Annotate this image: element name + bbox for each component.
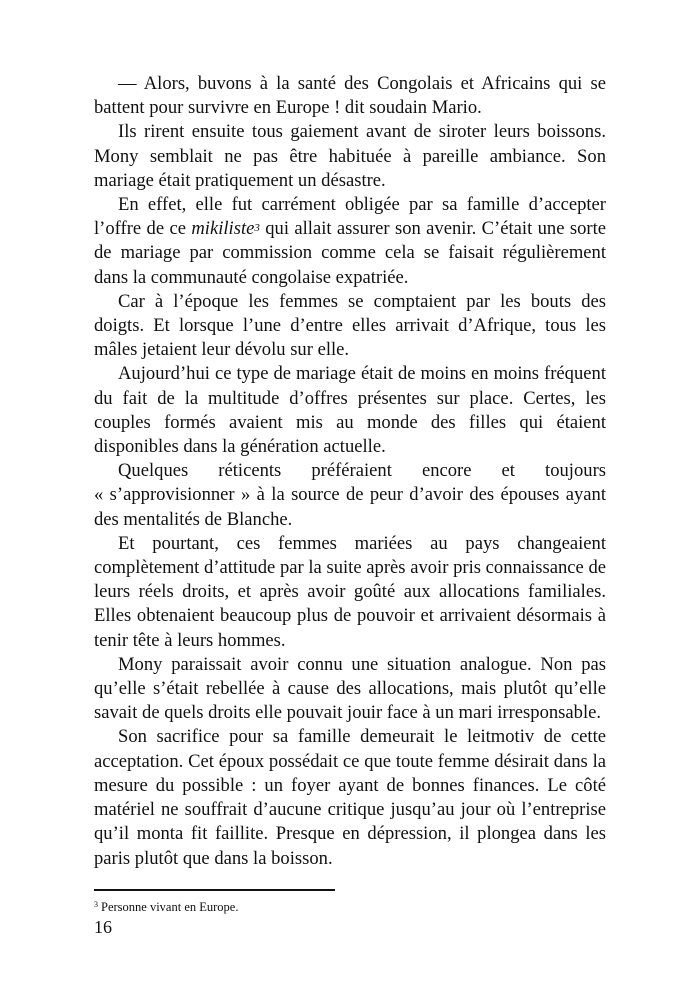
- footnote-mark: 3: [94, 900, 98, 909]
- paragraph-1: — Alors, buvons à la santé des Congolais et Africains qui se battent pour survivre en Europe ! dit soudain Mario.: [94, 73, 606, 119]
- footnote-text: Personne vivant en Europe.: [101, 900, 239, 914]
- paragraph-9: Son sacrifice pour sa famille demeurait le leitmotiv de cette acceptation. Cet époux possédait ce que toute femme désirait dans la mesure du possible : un foyer ayant de bonnes finances. Le côté matériel ne souffrait d’aucune critique jusqu’au jour où l’entreprise qu’il monta fit faillite. Presque en dépression, il plongea dans les paris plutôt que dans la boisson.: [94, 726, 606, 869]
- paragraph-7: Et pourtant, ces femmes mariées au pays changeaient complètement d’attitude par la suite après avoir pris connaissance de leurs réels droits, et après avoir goûté aux allocations familiales. Elles obtenaient beaucoup plus de pouvoir et arrivaient désormais à tenir tête à leurs hommes.: [94, 532, 606, 651]
- page-number: 16: [94, 917, 112, 937]
- paragraph-4: Car à l’époque les femmes se comptaient par les bouts des doigts. Et lorsque l’une d’entre elles arrivait d’Afrique, tous les mâles jetaient leur dévolu sur elle.: [94, 290, 606, 361]
- paragraph-3-after: qui allait assurer son avenir. C’était une sorte de mariage par commission comme cela se faisait régulièrement dans la communauté congolaise expatriée.: [94, 218, 606, 288]
- paragraph-5: Aujourd’hui ce type de mariage était de moins en moins fréquent du fait de la multitude d’offres présentes sur place. Certes, les couples formés avaient mis au monde des filles qui étaient disponibles dans la génération actuelle.: [94, 363, 606, 458]
- paragraph-8: Mony paraissait avoir connu une situation analogue. Non pas qu’elle s’était rebellée à cause des allocations, mais plutôt qu’elle savait de quels droits elle pouvait jouir face à un mari irresponsable.: [94, 653, 606, 724]
- footnote-divider: [94, 889, 335, 891]
- paragraph-6-rest: « s’approvisionner » à la source de peur d’avoir des épouses ayant des mentalités de Blanche.: [94, 484, 606, 530]
- paragraph-6: [94, 459, 606, 532]
- paragraph-6-line-1: Quelques réticents préféraient encore et toujours: [118, 460, 606, 482]
- paragraph-3-before: En effet, elle fut carrément obligée par sa famille d’accepter l’offre de ce: [94, 194, 606, 240]
- paragraph-3: [94, 193, 606, 290]
- footnote: [94, 900, 238, 915]
- footnote-reference[interactable]: 3: [254, 222, 260, 235]
- paragraph-2: Ils rirent ensuite tous gaiement avant de siroter leurs boissons. Mony semblait ne pas être habituée à pareille ambiance. Son mariage était pratiquement un désastre.: [94, 121, 606, 191]
- italic-term-mikiliste: mikiliste: [191, 218, 255, 240]
- page-body: [94, 72, 606, 871]
